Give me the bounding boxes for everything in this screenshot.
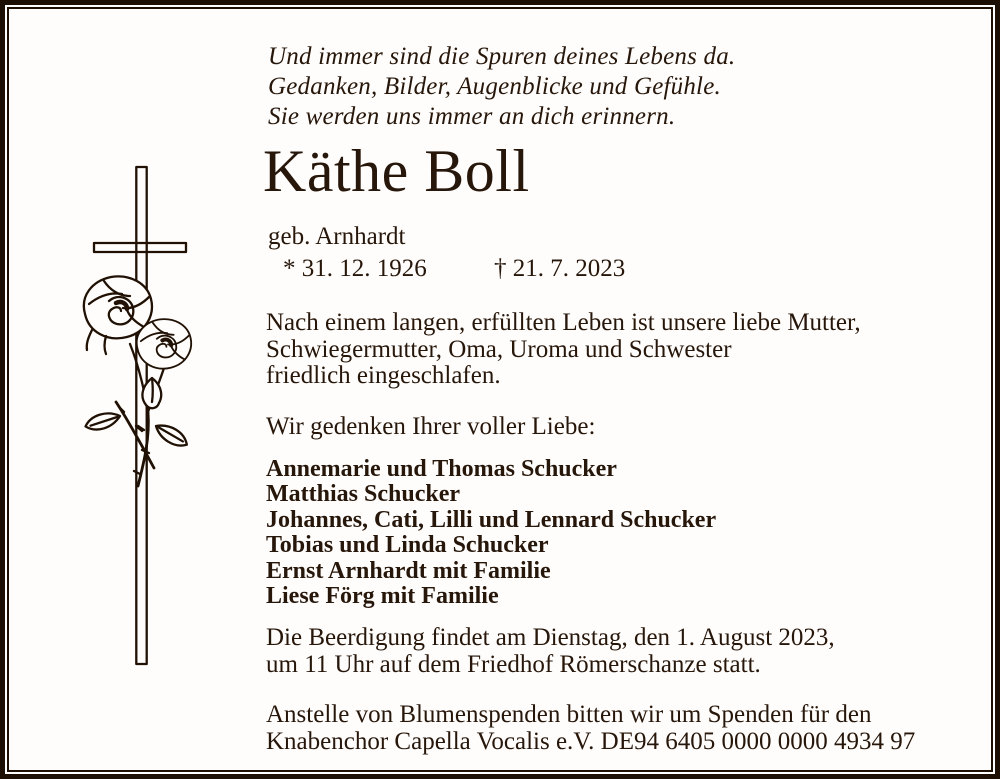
mourner-line: Johannes, Cati, Lilli und Lennard Schucker: [266, 506, 717, 533]
funeral-info: [266, 625, 835, 678]
death-date: † 21. 7. 2023: [494, 255, 626, 282]
mourner-line: Matthias Schucker: [266, 481, 460, 508]
epigraph-line: Sie werden uns immer an dich erinnern.: [268, 103, 676, 130]
intro-line: Schwiegermutter, Oma, Uroma und Schwester: [266, 335, 732, 363]
mourner-line: Liese Förg mit Familie: [266, 583, 499, 610]
deceased-name: Käthe Boll: [263, 138, 530, 204]
intro-paragraph: [266, 310, 861, 390]
funeral-line: um 11 Uhr auf dem Friedhof Römerschanze statt.: [266, 650, 761, 678]
mourner-line: Tobias und Linda Schucker: [266, 532, 549, 559]
rose-bloom: [137, 319, 191, 368]
birth-date: * 31. 12. 1926: [283, 255, 427, 282]
funeral-line: Die Beerdigung findet am Dienstag, den 1. August 2023,: [266, 624, 835, 651]
epigraph-line: Gedanken, Bilder, Augenblicke und Gefühle.: [268, 73, 721, 100]
mourners-list: [266, 457, 716, 609]
cross-and-roses-icon: [64, 150, 216, 680]
maiden-name: geb. Arnhardt: [268, 223, 406, 250]
epigraph: [268, 42, 735, 132]
cross-horizontal-bar: [94, 243, 186, 252]
donation-line: Anstelle von Blumenspenden bitten wir um Spenden für den: [266, 701, 872, 728]
donation-line: Knabenchor Capella Vocalis e.V. DE94 6405 0000 0000 4934 97: [266, 727, 916, 755]
remembrance-line: Wir gedenken Ihrer voller Liebe:: [266, 413, 596, 440]
donation-info: [266, 702, 915, 755]
mourner-line: Annemarie und Thomas Schucker: [266, 456, 617, 482]
mourner-line: Ernst Arnhardt mit Familie: [266, 557, 551, 584]
leaf: [152, 421, 191, 451]
cross-vertical-bar: [136, 167, 146, 664]
intro-line: friedlich eingeschlafen.: [266, 362, 501, 389]
intro-line: Nach einem langen, erfüllten Leben ist unsere liebe Mutter,: [266, 309, 861, 336]
epigraph-line: Und immer sind die Spuren deines Lebens da.: [268, 43, 736, 70]
leaf: [83, 408, 122, 434]
